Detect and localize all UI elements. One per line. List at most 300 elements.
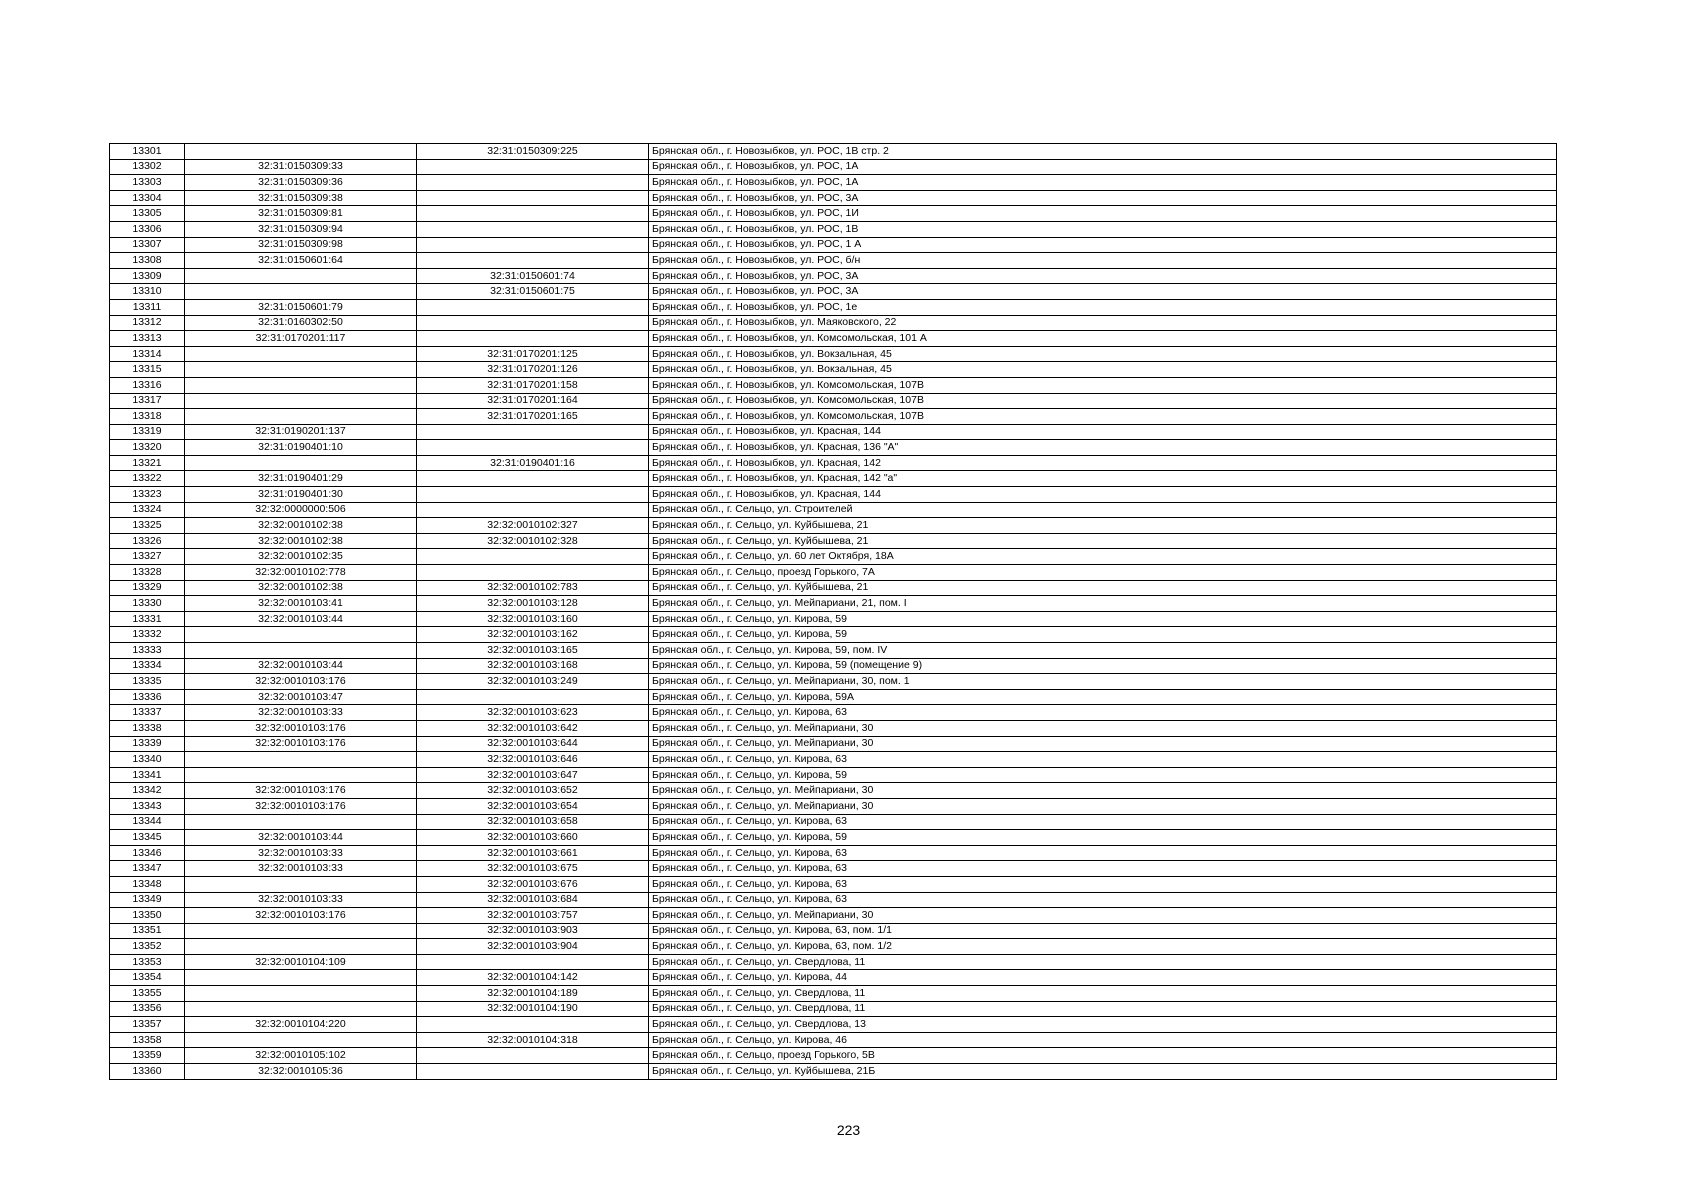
object-cadastral-number-cell: 32:32:0010103:249 bbox=[417, 674, 649, 690]
row-number-cell: 13360 bbox=[110, 1064, 185, 1080]
land-cadastral-number-cell: 32:31:0150309:33 bbox=[185, 159, 417, 175]
table-row bbox=[110, 876, 1557, 892]
row-number-cell: 13318 bbox=[110, 409, 185, 425]
address-cell: Брянская обл., г. Сельцо, ул. Куйбышева, 21 bbox=[649, 518, 1557, 534]
object-cadastral-number-cell bbox=[417, 331, 649, 347]
row-number-cell: 13337 bbox=[110, 705, 185, 721]
object-cadastral-number-cell bbox=[417, 190, 649, 206]
address-cell: Брянская обл., г. Новозыбков, ул. РОС, 1А bbox=[649, 175, 1557, 191]
object-cadastral-number-cell: 32:32:0010103:904 bbox=[417, 939, 649, 955]
land-cadastral-number-cell bbox=[185, 1032, 417, 1048]
land-cadastral-number-cell bbox=[185, 923, 417, 939]
land-cadastral-number-cell bbox=[185, 268, 417, 284]
object-cadastral-number-cell bbox=[417, 440, 649, 456]
address-cell: Брянская обл., г. Сельцо, ул. Свердлова, 11 bbox=[649, 986, 1557, 1002]
object-cadastral-number-cell: 32:32:0010103:903 bbox=[417, 923, 649, 939]
row-number-cell: 13320 bbox=[110, 440, 185, 456]
land-cadastral-number-cell: 32:31:0160302:50 bbox=[185, 315, 417, 331]
row-number-cell: 13350 bbox=[110, 908, 185, 924]
address-cell: Брянская обл., г. Новозыбков, ул. РОС, 1е bbox=[649, 299, 1557, 315]
land-cadastral-number-cell: 32:31:0190401:10 bbox=[185, 440, 417, 456]
object-cadastral-number-cell: 32:32:0010103:676 bbox=[417, 876, 649, 892]
object-cadastral-number-cell bbox=[417, 221, 649, 237]
row-number-cell: 13324 bbox=[110, 502, 185, 518]
table-row bbox=[110, 549, 1557, 565]
land-cadastral-number-cell: 32:31:0170201:117 bbox=[185, 331, 417, 347]
address-cell: Брянская обл., г. Сельцо, ул. Строителей bbox=[649, 502, 1557, 518]
object-cadastral-number-cell: 32:31:0170201:126 bbox=[417, 362, 649, 378]
row-number-cell: 13304 bbox=[110, 190, 185, 206]
row-number-cell: 13346 bbox=[110, 845, 185, 861]
land-cadastral-number-cell bbox=[185, 986, 417, 1002]
row-number-cell: 13312 bbox=[110, 315, 185, 331]
land-cadastral-number-cell: 32:31:0190401:30 bbox=[185, 487, 417, 503]
land-cadastral-number-cell: 32:32:0010105:36 bbox=[185, 1064, 417, 1080]
object-cadastral-number-cell: 32:32:0010103:644 bbox=[417, 736, 649, 752]
table-row bbox=[110, 206, 1557, 222]
table-row bbox=[110, 393, 1557, 409]
object-cadastral-number-cell: 32:32:0010102:327 bbox=[417, 518, 649, 534]
address-cell: Брянская обл., г. Новозыбков, ул. РОС, 3А bbox=[649, 190, 1557, 206]
land-cadastral-number-cell: 32:32:0010104:109 bbox=[185, 954, 417, 970]
table-row bbox=[110, 923, 1557, 939]
address-cell: Брянская обл., г. Новозыбков, ул. Комсомольская, 107В bbox=[649, 377, 1557, 393]
address-cell: Брянская обл., г. Сельцо, ул. Кирова, 59 bbox=[649, 767, 1557, 783]
land-cadastral-number-cell bbox=[185, 627, 417, 643]
object-cadastral-number-cell bbox=[417, 315, 649, 331]
land-cadastral-number-cell: 32:31:0150309:36 bbox=[185, 175, 417, 191]
address-cell: Брянская обл., г. Сельцо, ул. Мейпариани, 30 bbox=[649, 720, 1557, 736]
table-row bbox=[110, 471, 1557, 487]
land-cadastral-number-cell: 32:32:0010103:33 bbox=[185, 861, 417, 877]
object-cadastral-number-cell bbox=[417, 175, 649, 191]
land-cadastral-number-cell: 32:31:0150601:64 bbox=[185, 253, 417, 269]
table-row bbox=[110, 533, 1557, 549]
object-cadastral-number-cell: 32:32:0010103:660 bbox=[417, 830, 649, 846]
land-cadastral-number-cell: 32:32:0010105:102 bbox=[185, 1048, 417, 1064]
address-cell: Брянская обл., г. Новозыбков, ул. РОС, 1В стр. 2 bbox=[649, 144, 1557, 160]
table-row bbox=[110, 518, 1557, 534]
row-number-cell: 13358 bbox=[110, 1032, 185, 1048]
address-cell: Брянская обл., г. Сельцо, ул. Кирова, 59 bbox=[649, 627, 1557, 643]
table-row bbox=[110, 861, 1557, 877]
land-cadastral-number-cell: 32:32:0010103:33 bbox=[185, 705, 417, 721]
address-cell: Брянская обл., г. Сельцо, ул. Кирова, 59 (помещение 9) bbox=[649, 658, 1557, 674]
land-cadastral-number-cell bbox=[185, 284, 417, 300]
address-cell: Брянская обл., г. Сельцо, ул. Мейпариани, 30 bbox=[649, 736, 1557, 752]
row-number-cell: 13301 bbox=[110, 144, 185, 160]
row-number-cell: 13323 bbox=[110, 487, 185, 503]
address-cell: Брянская обл., г. Сельцо, ул. Кирова, 59, пом. IV bbox=[649, 643, 1557, 659]
table-row bbox=[110, 752, 1557, 768]
table-row bbox=[110, 331, 1557, 347]
row-number-cell: 13311 bbox=[110, 299, 185, 315]
row-number-cell: 13307 bbox=[110, 237, 185, 253]
table-row bbox=[110, 783, 1557, 799]
address-cell: Брянская обл., г. Новозыбков, ул. Красная, 144 bbox=[649, 424, 1557, 440]
row-number-cell: 13352 bbox=[110, 939, 185, 955]
table-row bbox=[110, 455, 1557, 471]
object-cadastral-number-cell: 32:31:0150309:225 bbox=[417, 144, 649, 160]
address-cell: Брянская обл., г. Сельцо, ул. Кирова, 63 bbox=[649, 845, 1557, 861]
land-cadastral-number-cell: 32:32:0010103:176 bbox=[185, 908, 417, 924]
table-row bbox=[110, 175, 1557, 191]
row-number-cell: 13317 bbox=[110, 393, 185, 409]
page-number: 223 bbox=[836, 1122, 861, 1138]
row-number-cell: 13335 bbox=[110, 674, 185, 690]
table-row bbox=[110, 908, 1557, 924]
land-cadastral-number-cell: 32:32:0010103:176 bbox=[185, 674, 417, 690]
object-cadastral-number-cell: 32:32:0010104:190 bbox=[417, 1001, 649, 1017]
row-number-cell: 13359 bbox=[110, 1048, 185, 1064]
table-row bbox=[110, 237, 1557, 253]
object-cadastral-number-cell: 32:32:0010103:162 bbox=[417, 627, 649, 643]
object-cadastral-number-cell bbox=[417, 689, 649, 705]
address-cell: Брянская обл., г. Новозыбков, ул. РОС, 1 А bbox=[649, 237, 1557, 253]
land-cadastral-number-cell bbox=[185, 409, 417, 425]
object-cadastral-number-cell: 32:32:0010104:142 bbox=[417, 970, 649, 986]
row-number-cell: 13344 bbox=[110, 814, 185, 830]
land-cadastral-number-cell bbox=[185, 346, 417, 362]
land-cadastral-number-cell bbox=[185, 876, 417, 892]
object-cadastral-number-cell: 32:31:0170201:164 bbox=[417, 393, 649, 409]
object-cadastral-number-cell bbox=[417, 253, 649, 269]
object-cadastral-number-cell: 32:31:0170201:125 bbox=[417, 346, 649, 362]
table-row bbox=[110, 705, 1557, 721]
address-cell: Брянская обл., г. Сельцо, ул. Кирова, 59 bbox=[649, 611, 1557, 627]
table-row bbox=[110, 627, 1557, 643]
land-cadastral-number-cell: 32:31:0150309:94 bbox=[185, 221, 417, 237]
address-cell: Брянская обл., г. Сельцо, ул. Кирова, 59А bbox=[649, 689, 1557, 705]
row-number-cell: 13302 bbox=[110, 159, 185, 175]
land-cadastral-number-cell bbox=[185, 1001, 417, 1017]
row-number-cell: 13327 bbox=[110, 549, 185, 565]
land-cadastral-number-cell: 32:32:0010102:38 bbox=[185, 518, 417, 534]
row-number-cell: 13355 bbox=[110, 986, 185, 1002]
land-cadastral-number-cell: 32:32:0010103:176 bbox=[185, 798, 417, 814]
address-cell: Брянская обл., г. Новозыбков, ул. РОС, 1А bbox=[649, 159, 1557, 175]
row-number-cell: 13306 bbox=[110, 221, 185, 237]
address-cell: Брянская обл., г. Сельцо, ул. Кирова, 63 bbox=[649, 814, 1557, 830]
table-row bbox=[110, 487, 1557, 503]
table-row bbox=[110, 190, 1557, 206]
row-number-cell: 13316 bbox=[110, 377, 185, 393]
object-cadastral-number-cell: 32:32:0010103:654 bbox=[417, 798, 649, 814]
land-cadastral-number-cell bbox=[185, 393, 417, 409]
address-cell: Брянская обл., г. Сельцо, ул. Кирова, 63, пом. 1/2 bbox=[649, 939, 1557, 955]
land-cadastral-number-cell bbox=[185, 362, 417, 378]
address-cell: Брянская обл., г. Новозыбков, ул. Вокзальная, 45 bbox=[649, 362, 1557, 378]
address-cell: Брянская обл., г. Сельцо, ул. Свердлова, 11 bbox=[649, 954, 1557, 970]
table-row bbox=[110, 814, 1557, 830]
address-cell: Брянская обл., г. Сельцо, ул. Свердлова, 11 bbox=[649, 1001, 1557, 1017]
table-row bbox=[110, 720, 1557, 736]
row-number-cell: 13348 bbox=[110, 876, 185, 892]
table-row bbox=[110, 502, 1557, 518]
row-number-cell: 13328 bbox=[110, 565, 185, 581]
table-row bbox=[110, 611, 1557, 627]
land-cadastral-number-cell: 32:32:0010102:778 bbox=[185, 565, 417, 581]
object-cadastral-number-cell: 32:31:0150601:74 bbox=[417, 268, 649, 284]
table-row bbox=[110, 144, 1557, 160]
row-number-cell: 13308 bbox=[110, 253, 185, 269]
table-row bbox=[110, 689, 1557, 705]
address-cell: Брянская обл., г. Сельцо, ул. Мейпариани, 21, пом. I bbox=[649, 596, 1557, 612]
table-row bbox=[110, 565, 1557, 581]
object-cadastral-number-cell bbox=[417, 1017, 649, 1033]
object-cadastral-number-cell: 32:31:0150601:75 bbox=[417, 284, 649, 300]
row-number-cell: 13338 bbox=[110, 720, 185, 736]
table-row bbox=[110, 845, 1557, 861]
register-table bbox=[109, 143, 1557, 1080]
object-cadastral-number-cell bbox=[417, 565, 649, 581]
row-number-cell: 13345 bbox=[110, 830, 185, 846]
table-row bbox=[110, 440, 1557, 456]
address-cell: Брянская обл., г. Сельцо, проезд Горького, 7А bbox=[649, 565, 1557, 581]
land-cadastral-number-cell: 32:32:0010102:35 bbox=[185, 549, 417, 565]
object-cadastral-number-cell bbox=[417, 159, 649, 175]
row-number-cell: 13321 bbox=[110, 455, 185, 471]
address-cell: Брянская обл., г. Сельцо, ул. Мейпариани, 30 bbox=[649, 908, 1557, 924]
table-row bbox=[110, 970, 1557, 986]
address-cell: Брянская обл., г. Сельцо, ул. Кирова, 63 bbox=[649, 861, 1557, 877]
table-row bbox=[110, 1017, 1557, 1033]
object-cadastral-number-cell bbox=[417, 206, 649, 222]
land-cadastral-number-cell: 32:32:0010102:38 bbox=[185, 533, 417, 549]
address-cell: Брянская обл., г. Сельцо, ул. Кирова, 46 bbox=[649, 1032, 1557, 1048]
land-cadastral-number-cell: 32:32:0010104:220 bbox=[185, 1017, 417, 1033]
table-row bbox=[110, 736, 1557, 752]
object-cadastral-number-cell bbox=[417, 502, 649, 518]
table-row bbox=[110, 954, 1557, 970]
object-cadastral-number-cell: 32:31:0170201:158 bbox=[417, 377, 649, 393]
row-number-cell: 13303 bbox=[110, 175, 185, 191]
land-cadastral-number-cell: 32:32:0010103:44 bbox=[185, 611, 417, 627]
table-row bbox=[110, 377, 1557, 393]
address-cell: Брянская обл., г. Сельцо, ул. Свердлова, 13 bbox=[649, 1017, 1557, 1033]
address-cell: Брянская обл., г. Сельцо, ул. Мейпариани, 30 bbox=[649, 783, 1557, 799]
address-cell: Брянская обл., г. Новозыбков, ул. РОС, 1В bbox=[649, 221, 1557, 237]
row-number-cell: 13332 bbox=[110, 627, 185, 643]
object-cadastral-number-cell: 32:32:0010103:623 bbox=[417, 705, 649, 721]
land-cadastral-number-cell bbox=[185, 377, 417, 393]
address-cell: Брянская обл., г. Сельцо, ул. Мейпариани, 30, пом. 1 bbox=[649, 674, 1557, 690]
table-row bbox=[110, 284, 1557, 300]
table-row bbox=[110, 596, 1557, 612]
table-row bbox=[110, 159, 1557, 175]
object-cadastral-number-cell: 32:32:0010103:160 bbox=[417, 611, 649, 627]
table-row bbox=[110, 1064, 1557, 1080]
land-cadastral-number-cell: 32:32:0000000:506 bbox=[185, 502, 417, 518]
row-number-cell: 13325 bbox=[110, 518, 185, 534]
address-cell: Брянская обл., г. Новозыбков, ул. Красная, 136 "А" bbox=[649, 440, 1557, 456]
row-number-cell: 13356 bbox=[110, 1001, 185, 1017]
table-row bbox=[110, 1048, 1557, 1064]
row-number-cell: 13329 bbox=[110, 580, 185, 596]
row-number-cell: 13343 bbox=[110, 798, 185, 814]
land-cadastral-number-cell: 32:31:0150309:38 bbox=[185, 190, 417, 206]
address-cell: Брянская обл., г. Сельцо, ул. Куйбышева, 21 bbox=[649, 533, 1557, 549]
table-row bbox=[110, 986, 1557, 1002]
land-cadastral-number-cell: 32:32:0010103:47 bbox=[185, 689, 417, 705]
land-cadastral-number-cell bbox=[185, 970, 417, 986]
address-cell: Брянская обл., г. Сельцо, ул. Кирова, 63, пом. 1/1 bbox=[649, 923, 1557, 939]
object-cadastral-number-cell: 32:32:0010103:128 bbox=[417, 596, 649, 612]
table-row bbox=[110, 253, 1557, 269]
table-row bbox=[110, 674, 1557, 690]
table-row bbox=[110, 658, 1557, 674]
object-cadastral-number-cell: 32:32:0010104:318 bbox=[417, 1032, 649, 1048]
address-cell: Брянская обл., г. Новозыбков, ул. РОС, 3А bbox=[649, 284, 1557, 300]
row-number-cell: 13347 bbox=[110, 861, 185, 877]
row-number-cell: 13353 bbox=[110, 954, 185, 970]
object-cadastral-number-cell: 32:32:0010103:642 bbox=[417, 720, 649, 736]
table-row bbox=[110, 268, 1557, 284]
object-cadastral-number-cell: 32:32:0010102:783 bbox=[417, 580, 649, 596]
row-number-cell: 13315 bbox=[110, 362, 185, 378]
row-number-cell: 13333 bbox=[110, 643, 185, 659]
row-number-cell: 13339 bbox=[110, 736, 185, 752]
row-number-cell: 13319 bbox=[110, 424, 185, 440]
object-cadastral-number-cell bbox=[417, 471, 649, 487]
address-cell: Брянская обл., г. Сельцо, ул. Кирова, 63 bbox=[649, 752, 1557, 768]
address-cell: Брянская обл., г. Новозыбков, ул. Комсомольская, 101 А bbox=[649, 331, 1557, 347]
address-cell: Брянская обл., г. Сельцо, ул. Кирова, 63 bbox=[649, 705, 1557, 721]
object-cadastral-number-cell bbox=[417, 1048, 649, 1064]
land-cadastral-number-cell bbox=[185, 939, 417, 955]
table-row bbox=[110, 767, 1557, 783]
row-number-cell: 13331 bbox=[110, 611, 185, 627]
table-row bbox=[110, 892, 1557, 908]
address-cell: Брянская обл., г. Сельцо, ул. Куйбышева, 21Б bbox=[649, 1064, 1557, 1080]
address-cell: Брянская обл., г. Сельцо, ул. 60 лет Октября, 18А bbox=[649, 549, 1557, 565]
land-cadastral-number-cell: 32:32:0010103:41 bbox=[185, 596, 417, 612]
row-number-cell: 13341 bbox=[110, 767, 185, 783]
object-cadastral-number-cell bbox=[417, 237, 649, 253]
address-cell: Брянская обл., г. Новозыбков, ул. РОС, 3А bbox=[649, 268, 1557, 284]
table-row bbox=[110, 362, 1557, 378]
row-number-cell: 13326 bbox=[110, 533, 185, 549]
row-number-cell: 13354 bbox=[110, 970, 185, 986]
address-cell: Брянская обл., г. Новозыбков, ул. Красная, 144 bbox=[649, 487, 1557, 503]
row-number-cell: 13310 bbox=[110, 284, 185, 300]
object-cadastral-number-cell: 32:32:0010102:328 bbox=[417, 533, 649, 549]
address-cell: Брянская обл., г. Новозыбков, ул. Комсомольская, 107В bbox=[649, 393, 1557, 409]
land-cadastral-number-cell: 32:32:0010102:38 bbox=[185, 580, 417, 596]
table-row bbox=[110, 798, 1557, 814]
object-cadastral-number-cell: 32:32:0010103:647 bbox=[417, 767, 649, 783]
address-cell: Брянская обл., г. Новозыбков, ул. Маяковского, 22 bbox=[649, 315, 1557, 331]
table-row bbox=[110, 1032, 1557, 1048]
address-cell: Брянская обл., г. Сельцо, ул. Кирова, 63 bbox=[649, 876, 1557, 892]
row-number-cell: 13351 bbox=[110, 923, 185, 939]
address-cell: Брянская обл., г. Новозыбков, ул. Красная, 142 bbox=[649, 455, 1557, 471]
register-table-body bbox=[110, 144, 1557, 1080]
address-cell: Брянская обл., г. Сельцо, проезд Горького, 5В bbox=[649, 1048, 1557, 1064]
land-cadastral-number-cell bbox=[185, 643, 417, 659]
table-row bbox=[110, 643, 1557, 659]
object-cadastral-number-cell bbox=[417, 1064, 649, 1080]
address-cell: Брянская обл., г. Сельцо, ул. Кирова, 63 bbox=[649, 892, 1557, 908]
table-row bbox=[110, 580, 1557, 596]
table-row bbox=[110, 939, 1557, 955]
land-cadastral-number-cell: 32:32:0010103:44 bbox=[185, 830, 417, 846]
row-number-cell: 13305 bbox=[110, 206, 185, 222]
address-cell: Брянская обл., г. Новозыбков, ул. Вокзальная, 45 bbox=[649, 346, 1557, 362]
table-row bbox=[110, 1001, 1557, 1017]
land-cadastral-number-cell: 32:32:0010103:44 bbox=[185, 658, 417, 674]
land-cadastral-number-cell bbox=[185, 455, 417, 471]
object-cadastral-number-cell: 32:32:0010104:189 bbox=[417, 986, 649, 1002]
object-cadastral-number-cell bbox=[417, 424, 649, 440]
land-cadastral-number-cell: 32:32:0010103:176 bbox=[185, 736, 417, 752]
table-row bbox=[110, 221, 1557, 237]
address-cell: Брянская обл., г. Новозыбков, ул. Комсомольская, 107В bbox=[649, 409, 1557, 425]
row-number-cell: 13330 bbox=[110, 596, 185, 612]
land-cadastral-number-cell: 32:31:0190401:29 bbox=[185, 471, 417, 487]
land-cadastral-number-cell: 32:32:0010103:176 bbox=[185, 783, 417, 799]
object-cadastral-number-cell: 32:32:0010103:675 bbox=[417, 861, 649, 877]
table-row bbox=[110, 424, 1557, 440]
address-cell: Брянская обл., г. Сельцо, ул. Кирова, 44 bbox=[649, 970, 1557, 986]
object-cadastral-number-cell bbox=[417, 549, 649, 565]
object-cadastral-number-cell: 32:31:0170201:165 bbox=[417, 409, 649, 425]
table-row bbox=[110, 409, 1557, 425]
address-cell: Брянская обл., г. Новозыбков, ул. Красная, 142 "а" bbox=[649, 471, 1557, 487]
row-number-cell: 13336 bbox=[110, 689, 185, 705]
land-cadastral-number-cell bbox=[185, 144, 417, 160]
address-cell: Брянская обл., г. Сельцо, ул. Куйбышева, 21 bbox=[649, 580, 1557, 596]
row-number-cell: 13342 bbox=[110, 783, 185, 799]
address-cell: Брянская обл., г. Новозыбков, ул. РОС, б/н bbox=[649, 253, 1557, 269]
object-cadastral-number-cell: 32:32:0010103:757 bbox=[417, 908, 649, 924]
land-cadastral-number-cell bbox=[185, 814, 417, 830]
object-cadastral-number-cell: 32:32:0010103:646 bbox=[417, 752, 649, 768]
row-number-cell: 13313 bbox=[110, 331, 185, 347]
table-row bbox=[110, 346, 1557, 362]
land-cadastral-number-cell: 32:31:0190201:137 bbox=[185, 424, 417, 440]
table-row bbox=[110, 299, 1557, 315]
table-row bbox=[110, 315, 1557, 331]
row-number-cell: 13322 bbox=[110, 471, 185, 487]
row-number-cell: 13349 bbox=[110, 892, 185, 908]
row-number-cell: 13334 bbox=[110, 658, 185, 674]
land-cadastral-number-cell: 32:32:0010103:33 bbox=[185, 892, 417, 908]
address-cell: Брянская обл., г. Сельцо, ул. Мейпариани, 30 bbox=[649, 798, 1557, 814]
land-cadastral-number-cell: 32:31:0150309:98 bbox=[185, 237, 417, 253]
object-cadastral-number-cell: 32:32:0010103:658 bbox=[417, 814, 649, 830]
object-cadastral-number-cell: 32:32:0010103:652 bbox=[417, 783, 649, 799]
row-number-cell: 13357 bbox=[110, 1017, 185, 1033]
land-cadastral-number-cell bbox=[185, 767, 417, 783]
object-cadastral-number-cell bbox=[417, 299, 649, 315]
land-cadastral-number-cell: 32:32:0010103:33 bbox=[185, 845, 417, 861]
object-cadastral-number-cell: 32:32:0010103:168 bbox=[417, 658, 649, 674]
land-cadastral-number-cell: 32:31:0150601:79 bbox=[185, 299, 417, 315]
object-cadastral-number-cell: 32:32:0010103:661 bbox=[417, 845, 649, 861]
land-cadastral-number-cell: 32:31:0150309:81 bbox=[185, 206, 417, 222]
object-cadastral-number-cell bbox=[417, 954, 649, 970]
land-cadastral-number-cell: 32:32:0010103:176 bbox=[185, 720, 417, 736]
object-cadastral-number-cell: 32:32:0010103:165 bbox=[417, 643, 649, 659]
row-number-cell: 13314 bbox=[110, 346, 185, 362]
object-cadastral-number-cell: 32:31:0190401:16 bbox=[417, 455, 649, 471]
address-cell: Брянская обл., г. Новозыбков, ул. РОС, 1И bbox=[649, 206, 1557, 222]
row-number-cell: 13340 bbox=[110, 752, 185, 768]
object-cadastral-number-cell: 32:32:0010103:684 bbox=[417, 892, 649, 908]
table-row bbox=[110, 830, 1557, 846]
row-number-cell: 13309 bbox=[110, 268, 185, 284]
